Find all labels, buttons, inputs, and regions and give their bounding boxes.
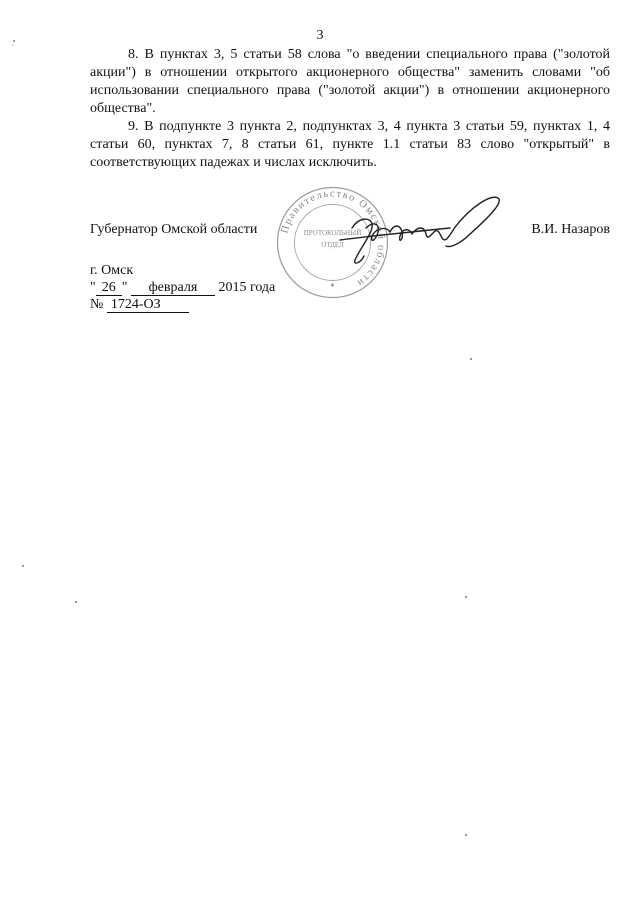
scan-speck [465, 834, 467, 836]
page-number: 3 [316, 28, 324, 43]
date-year: 2015 года [218, 280, 276, 295]
city-line: г. Омск [90, 263, 134, 278]
signature-row [90, 222, 610, 246]
svg-text:ОТДЕЛ: ОТДЕЛ [321, 241, 344, 249]
document-body [90, 46, 610, 172]
date-quote-close: " [121, 280, 128, 295]
date-day: 26 [96, 281, 122, 296]
scan-speck [75, 601, 77, 603]
law-number: 1724-ОЗ [107, 298, 189, 313]
paragraph-9: 9. В подпункте 3 пункта 2, подпунктах 3, 4 пункта 3 статьи 59, пунктах 1, 4 статьи 60, пунктах 7, 8 статьи 61, пункте 1.1 статьи 83 слово "открытый" в соответствующих падежах и числах исключить. [90, 119, 610, 170]
date-month: февраля [131, 281, 215, 296]
svg-text:Правительство Омской области: Правительство Омской области [279, 188, 387, 289]
number-sign: № [90, 297, 104, 312]
scan-speck [470, 358, 472, 360]
scan-speck [465, 596, 467, 598]
date-line [90, 279, 275, 296]
signatory-name: В.И. Назаров [531, 222, 610, 237]
number-line [90, 296, 275, 313]
signatory-title: Губернатор Омской области [90, 222, 258, 237]
date-quote-open: " [90, 280, 96, 295]
scan-speck [22, 565, 24, 567]
svg-text:ПРОТОКОЛЬНЫЙ: ПРОТОКОЛЬНЫЙ [303, 229, 362, 237]
place-date-block [90, 262, 275, 313]
paragraph-8: 8. В пунктах 3, 5 статьи 58 слова "о введении специального права ("золотой акции") в отношении открытого акционерного общества" заменить словами "об использовании специального права ("золотой акции") в отношении акционерного общества". [90, 47, 610, 116]
scan-speck [13, 40, 15, 42]
scan-speck [12, 45, 13, 46]
